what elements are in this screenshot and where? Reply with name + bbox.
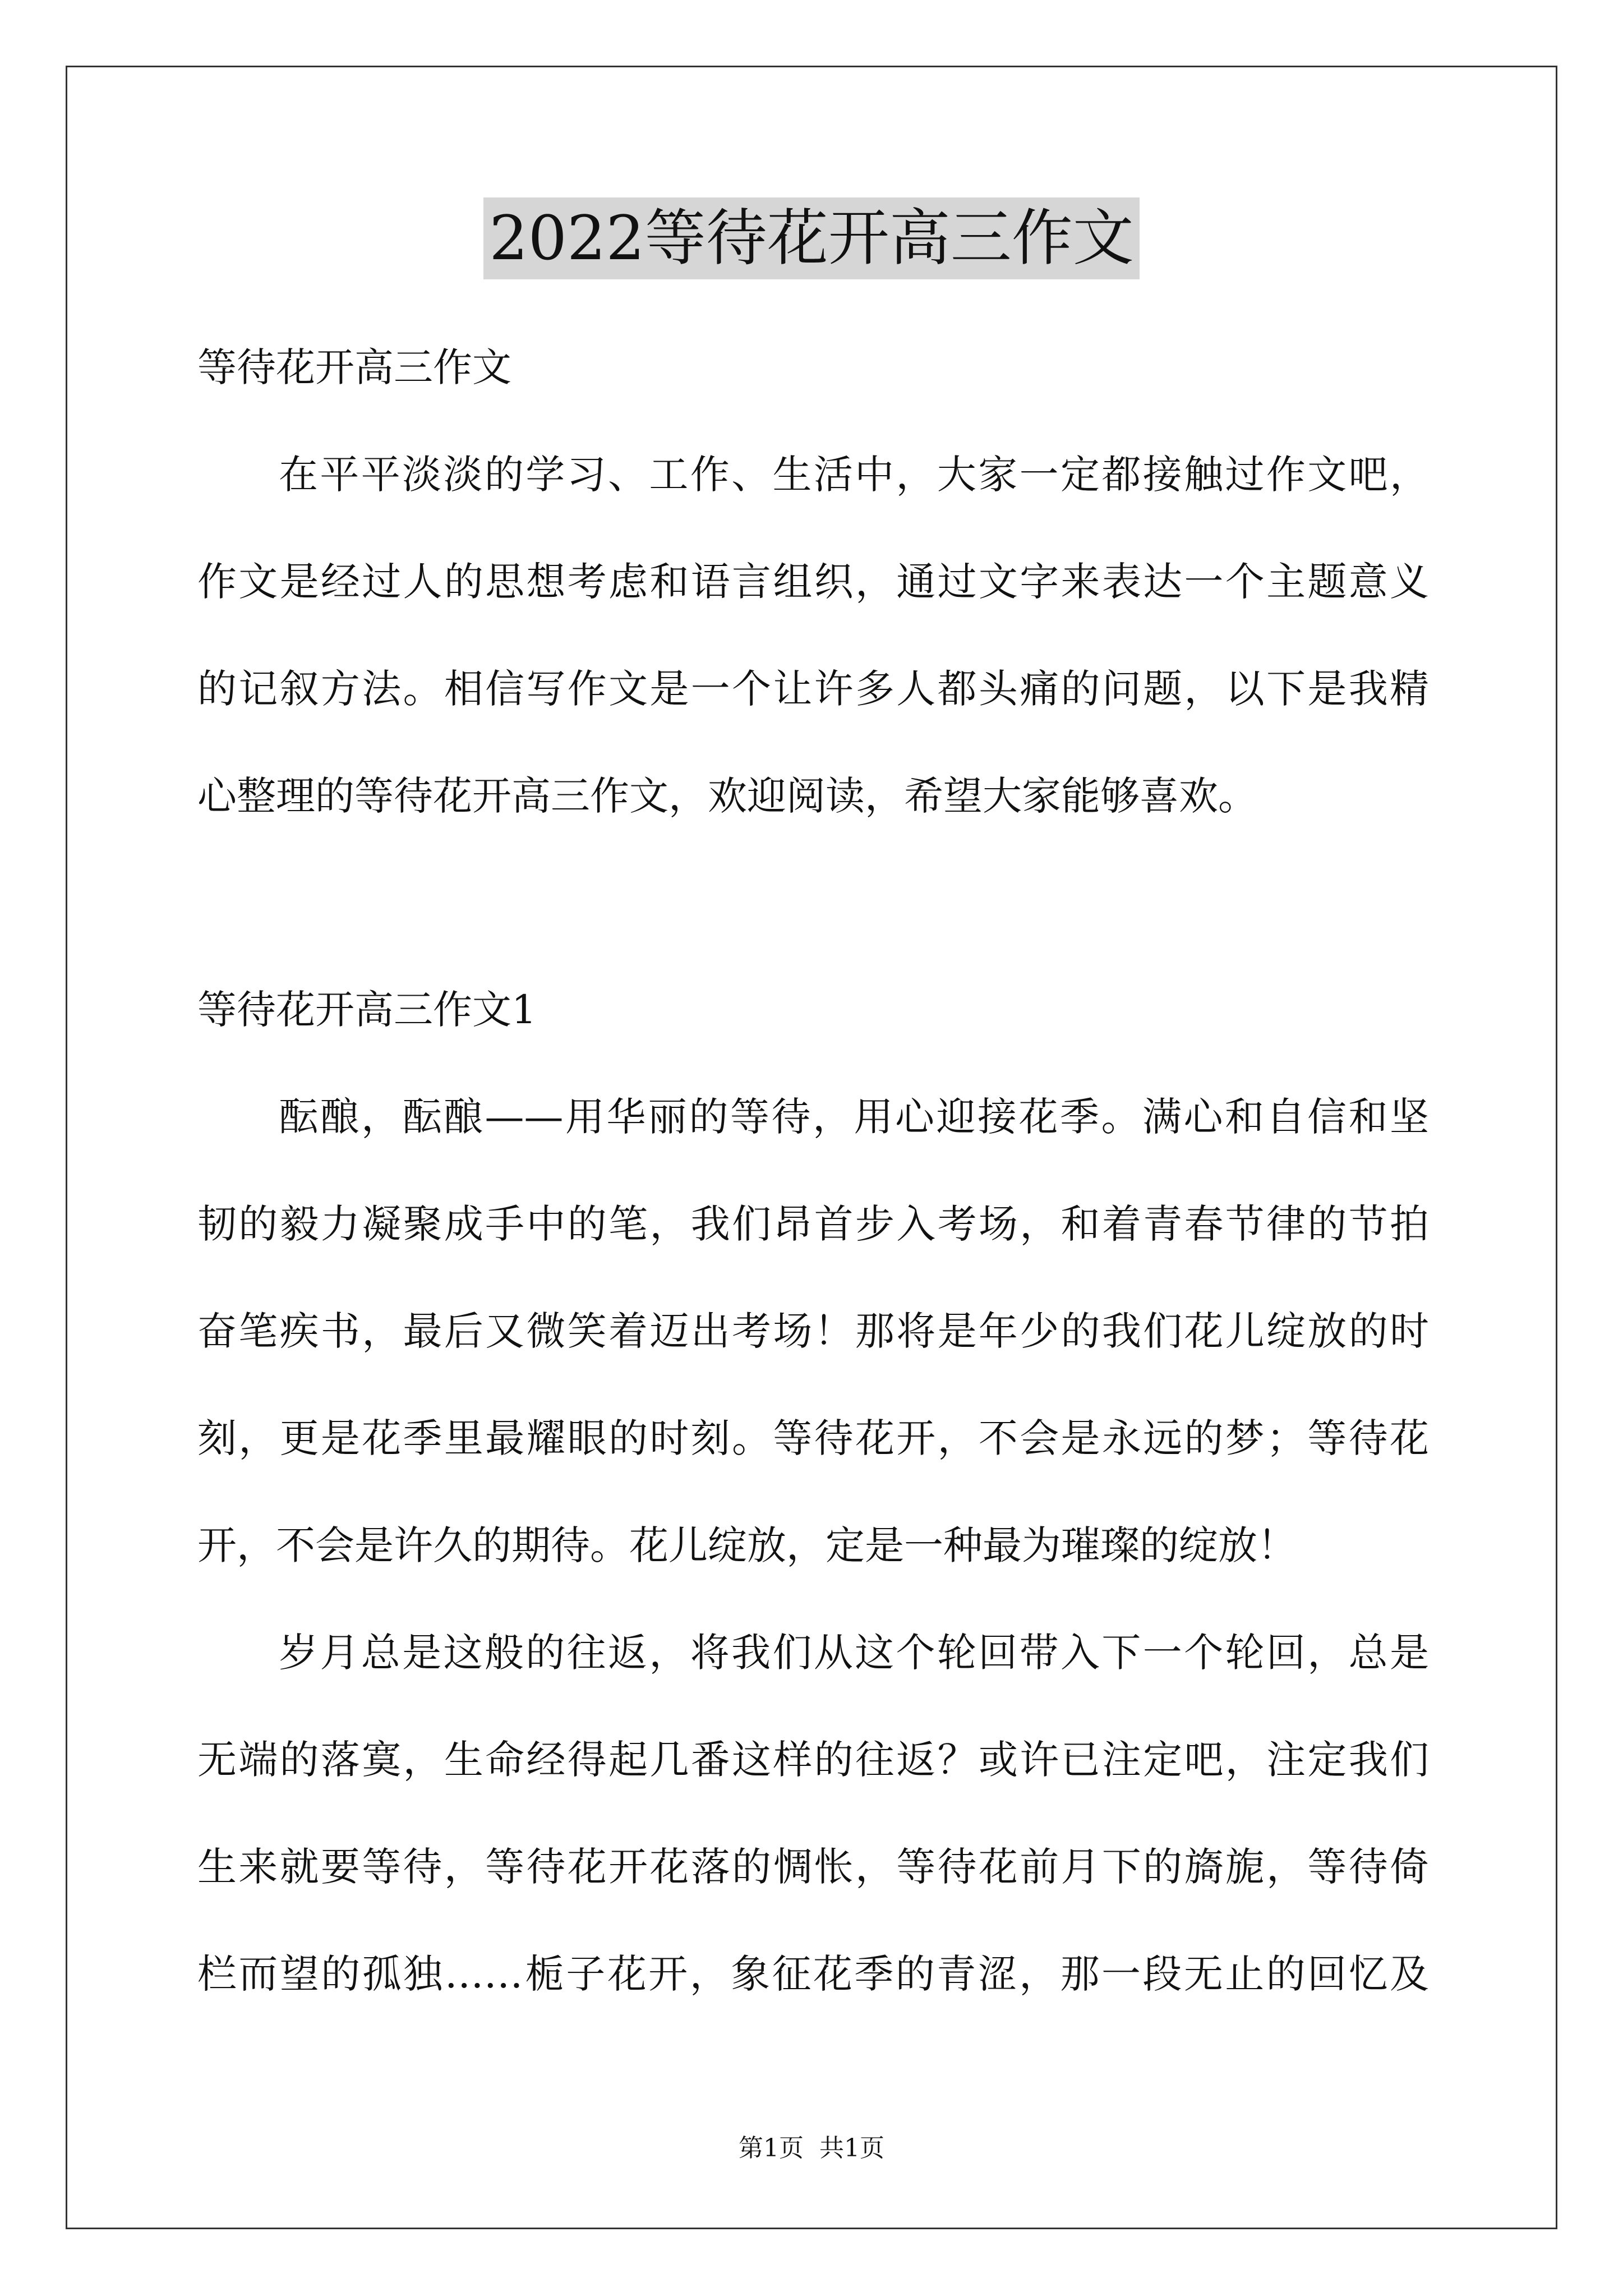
text-line: 心整理的等待花开高三作文，欢迎阅读，希望大家能够喜欢。: [197, 773, 1257, 819]
text-line: 作文是经过人的思想考虑和语言组织，通过文字来表达一个主题意义: [197, 559, 1429, 605]
text-line: 生来就要等待，等待花开花落的惆怅，等待花前月下的旖旎，等待倚: [197, 1844, 1429, 1890]
paragraph-gap: [197, 850, 1429, 956]
text-line: 开，不会是许久的期待。花儿绽放，定是一种最为璀璨的绽放！: [197, 1522, 1297, 1568]
text-line: 栏而望的孤独……栀子花开，象征花季的青涩，那一段无止的回忆及: [197, 1951, 1429, 1997]
intro-paragraph: [197, 421, 1429, 850]
section-heading: 等待花开高三作文1: [197, 987, 537, 1033]
document-title: 2022等待花开高三作文: [483, 197, 1139, 279]
page-footer: 第1页 共1页: [739, 2134, 884, 2162]
text-line: 的记叙方法。相信写作文是一个让许多人都头痛的问题，以下是我精: [197, 666, 1429, 712]
text-line: 岁月总是这般的往返，将我们从这个轮回带入下一个轮回，总是: [279, 1630, 1429, 1676]
document-body: [197, 314, 1429, 2028]
text-line: 在平平淡淡的学习、工作、生活中，大家一定都接触过作文吧，: [279, 452, 1429, 498]
text-line: 奋笔疾书，最后又微笑着迈出考场！那将是年少的我们花儿绽放的时: [197, 1308, 1429, 1354]
body-paragraph-2: [197, 1599, 1429, 2028]
title-container: [0, 197, 1623, 279]
body-paragraph-1: [197, 1064, 1429, 1599]
text-line: 韧的毅力凝聚成手中的笔，我们昂首步入考场，和着青春节律的节拍: [197, 1201, 1429, 1247]
document-subtitle: 等待花开高三作文: [197, 344, 511, 390]
text-line: 酝酿，酝酿——用华丽的等待，用心迎接花季。满心和自信和坚: [279, 1094, 1429, 1140]
text-line: 刻，更是花季里最耀眼的时刻。等待花开，不会是永远的梦；等待花: [197, 1415, 1429, 1461]
text-line: 无端的落寞，生命经得起几番这样的往返？或许已注定吧，注定我们: [197, 1737, 1429, 1783]
